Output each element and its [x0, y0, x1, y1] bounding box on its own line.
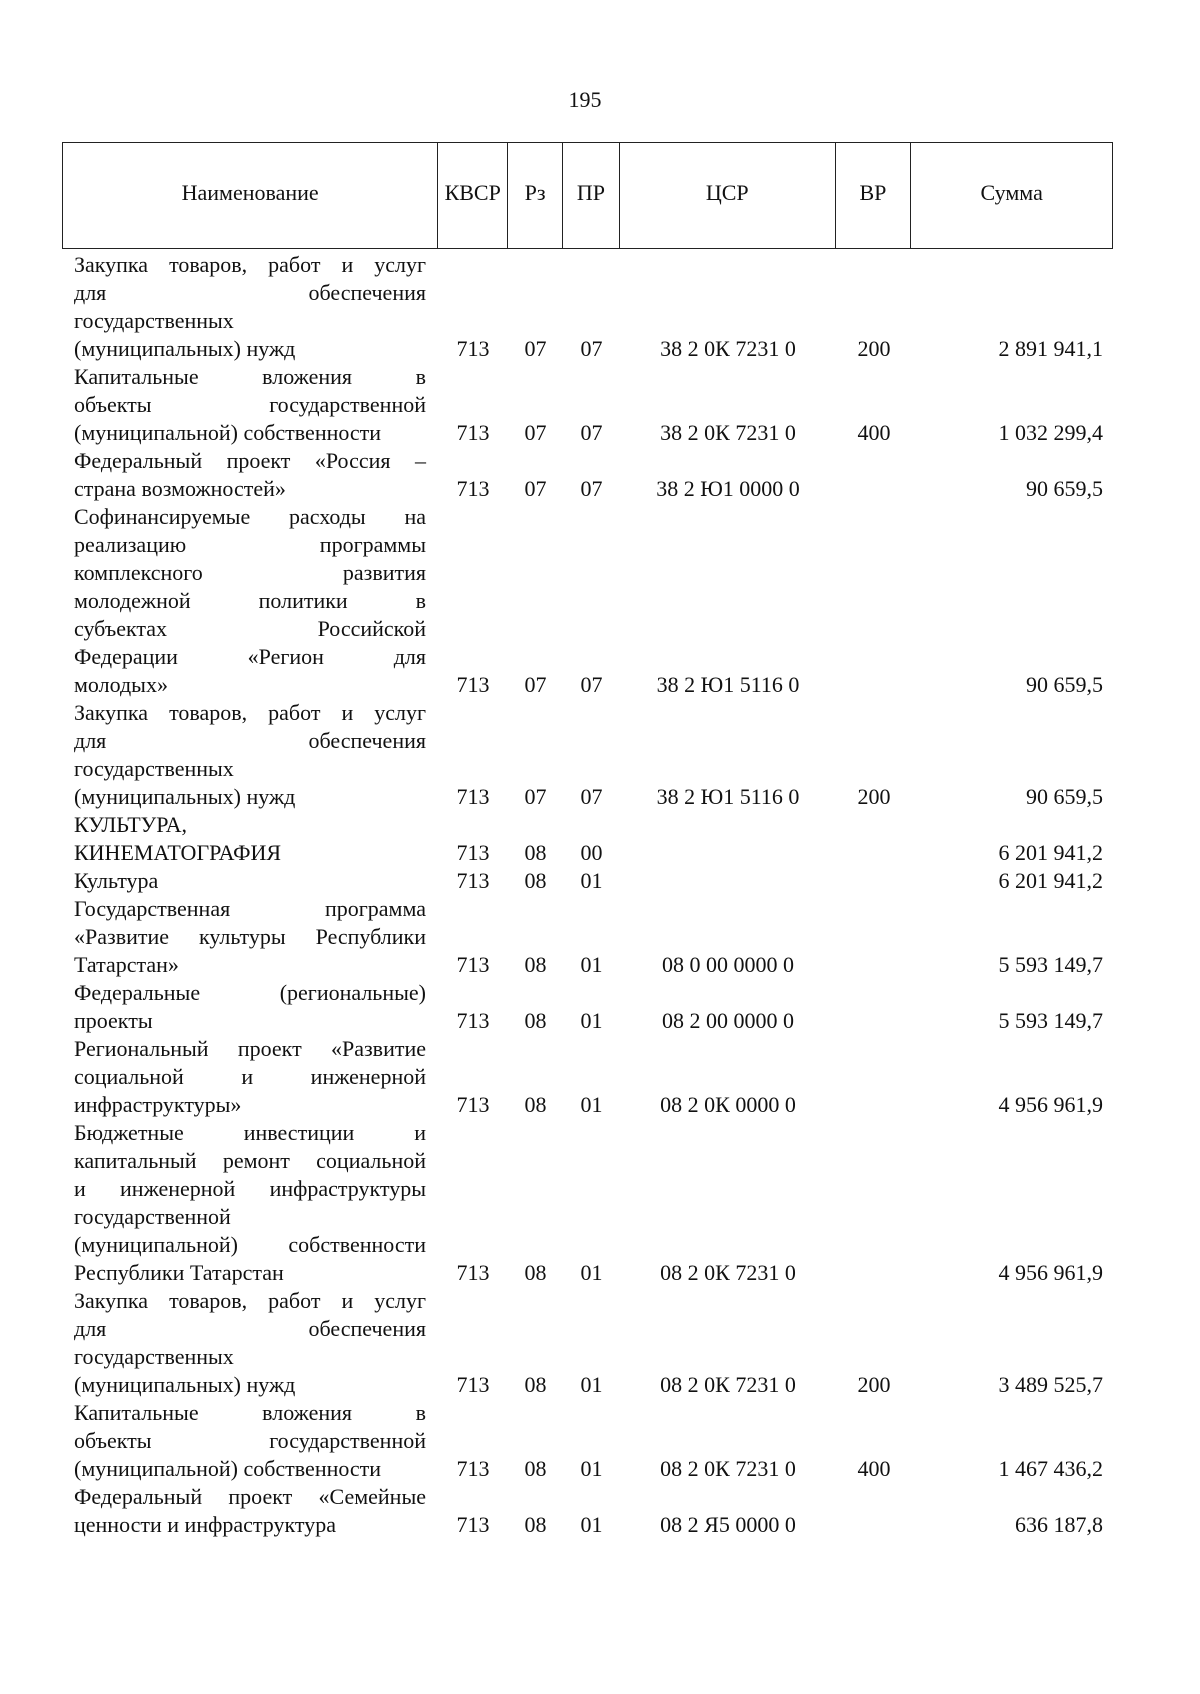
cell-rz: 08: [524, 952, 547, 977]
cell-name-line: социальной и инженерной: [74, 1064, 426, 1089]
cell-name-line: (муниципальной) собственности: [74, 1232, 426, 1257]
cell-csr: 38 2 Ю1 5116 0: [656, 784, 800, 809]
cell-name: [62, 1287, 438, 1399]
cell-name-line: инфраструктуры»: [74, 1092, 242, 1117]
cell-name-line: молодежной политики в: [74, 588, 426, 613]
cell-kvsr: 713: [456, 1512, 490, 1537]
cell-name-line: и инженерной инфраструктуры: [74, 1176, 426, 1201]
cell-pr: 01: [580, 952, 603, 977]
cell-pr: 07: [580, 672, 603, 697]
cell-sum: 4 956 961,9: [998, 1092, 1103, 1117]
cell-csr: 38 2 Ю1 0000 0: [656, 476, 800, 501]
cell-sum: 4 956 961,9: [998, 1260, 1103, 1285]
cell-name-line: Софинансируемые расходы на: [74, 504, 426, 529]
cell-rz: 07: [524, 784, 547, 809]
cell-name-line: Капитальные вложения в: [74, 1400, 426, 1425]
cell-csr: 08 2 0К 0000 0: [660, 1092, 796, 1117]
cell-name-line: Федерации «Регион для: [74, 644, 426, 669]
table-header: [62, 142, 1113, 249]
cell-name-line: КУЛЬТУРА,: [74, 812, 188, 837]
cell-name-line: «Развитие культуры Республики: [74, 924, 426, 949]
cell-name-line: Федеральные (региональные): [74, 980, 426, 1005]
cell-name-line: государственной: [74, 1204, 231, 1229]
cell-vr: 200: [857, 784, 891, 809]
cell-name-line: государственных: [74, 1344, 234, 1369]
cell-pr: 07: [580, 336, 603, 361]
table-row: [62, 895, 1113, 979]
cell-rz: 07: [524, 476, 547, 501]
cell-name-line: КИНЕМАТОГРАФИЯ: [74, 840, 282, 865]
cell-csr: 08 0 00 0000 0: [662, 952, 794, 977]
cell-name: [62, 1035, 438, 1119]
cell-name: [62, 251, 438, 363]
cell-sum: 2 891 941,1: [998, 336, 1103, 361]
cell-csr: 38 2 Ю1 5116 0: [656, 672, 800, 697]
cell-name-line: комплексного развития: [74, 560, 426, 585]
cell-sum: 1 032 299,4: [998, 420, 1103, 445]
cell-name-line: объекты государственной: [74, 1428, 426, 1453]
cell-kvsr: 713: [456, 1456, 490, 1481]
cell-kvsr: 713: [456, 420, 490, 445]
cell-rz: 08: [524, 868, 547, 893]
cell-name-line: Закупка товаров, работ и услуг: [74, 1288, 426, 1313]
cell-vr: 400: [857, 1456, 891, 1481]
cell-rz: 08: [524, 1008, 547, 1033]
cell-name-line: для обеспечения: [74, 1316, 426, 1341]
header-vr: ВР: [836, 143, 912, 248]
cell-name-line: государственных: [74, 756, 234, 781]
cell-pr: 07: [580, 476, 603, 501]
cell-name: [62, 699, 438, 811]
cell-kvsr: 713: [456, 672, 490, 697]
cell-kvsr: 713: [456, 476, 490, 501]
cell-kvsr: 713: [456, 1260, 490, 1285]
table-row: [62, 1119, 1113, 1287]
table-row: [62, 503, 1113, 699]
cell-sum: 3 489 525,7: [998, 1372, 1103, 1397]
header-csr: ЦСР: [620, 143, 836, 248]
cell-pr: 01: [580, 1092, 603, 1117]
cell-csr: 38 2 0К 7231 0: [660, 336, 796, 361]
cell-name: [62, 811, 438, 867]
table-row: [62, 1483, 1113, 1539]
cell-sum: 90 659,5: [1026, 784, 1103, 809]
header-pr: ПР: [563, 143, 620, 248]
page-number: 195: [568, 87, 602, 112]
cell-name-line: Федеральный проект «Семейные: [74, 1484, 426, 1509]
cell-kvsr: 713: [456, 784, 490, 809]
cell-sum: 5 593 149,7: [998, 1008, 1103, 1033]
cell-name-line: Государственная программа: [74, 896, 426, 921]
cell-pr: 07: [580, 420, 603, 445]
cell-sum: 5 593 149,7: [998, 952, 1103, 977]
cell-vr: 200: [857, 336, 891, 361]
cell-sum: 1 467 436,2: [998, 1456, 1103, 1481]
cell-vr: 200: [857, 1372, 891, 1397]
table-row: [62, 447, 1113, 503]
cell-kvsr: 713: [456, 840, 490, 865]
cell-name-line: Федеральный проект «Россия –: [74, 448, 426, 473]
cell-name-line: (муниципальной) собственности: [74, 1456, 382, 1481]
cell-name: [62, 895, 438, 979]
cell-rz: 08: [524, 1456, 547, 1481]
cell-name-line: Региональный проект «Развитие: [74, 1036, 426, 1061]
cell-csr: 08 2 0К 7231 0: [660, 1372, 796, 1397]
cell-rz: 07: [524, 672, 547, 697]
cell-sum: 6 201 941,2: [998, 868, 1103, 893]
cell-name-line: Культура: [74, 868, 159, 893]
cell-name-line: проекты: [74, 1008, 153, 1033]
header-sum: Сумма: [980, 179, 1043, 205]
header-kvsr: КВСР: [438, 143, 508, 248]
cell-vr: 400: [857, 420, 891, 445]
cell-kvsr: 713: [456, 952, 490, 977]
cell-name-line: (муниципальной) собственности: [74, 420, 382, 445]
table-body: [62, 251, 1113, 1539]
table-row: [62, 363, 1113, 447]
table-row: [62, 1399, 1113, 1483]
cell-name: [62, 503, 438, 699]
table-row: [62, 699, 1113, 811]
cell-rz: 07: [524, 420, 547, 445]
table-row: [62, 979, 1113, 1035]
cell-name: [62, 867, 438, 895]
cell-pr: 01: [580, 1260, 603, 1285]
cell-rz: 08: [524, 1092, 547, 1117]
cell-sum: 6 201 941,2: [998, 840, 1103, 865]
cell-sum: 90 659,5: [1026, 476, 1103, 501]
cell-name-line: (муниципальных) нужд: [74, 336, 296, 361]
cell-name-line: Закупка товаров, работ и услуг: [74, 700, 426, 725]
cell-pr: 00: [580, 840, 603, 865]
cell-rz: 07: [524, 336, 547, 361]
cell-name: [62, 447, 438, 503]
cell-pr: 01: [580, 1372, 603, 1397]
cell-name-line: Татарстан»: [74, 952, 179, 977]
cell-rz: 08: [524, 1260, 547, 1285]
cell-name-line: Капитальные вложения в: [74, 364, 426, 389]
cell-rz: 08: [524, 840, 547, 865]
cell-kvsr: 713: [456, 1092, 490, 1117]
cell-kvsr: 713: [456, 336, 490, 361]
table-row: [62, 811, 1113, 867]
cell-name: [62, 979, 438, 1035]
table-row: [62, 867, 1113, 895]
cell-csr: 08 2 Я5 0000 0: [660, 1512, 796, 1537]
cell-name: [62, 1119, 438, 1287]
cell-name-line: для обеспечения: [74, 280, 426, 305]
cell-name-line: (муниципальных) нужд: [74, 784, 296, 809]
cell-rz: 08: [524, 1512, 547, 1537]
cell-sum: 90 659,5: [1026, 672, 1103, 697]
header-name: Наименование: [63, 143, 438, 248]
cell-name: [62, 1399, 438, 1483]
cell-name-line: страна возможностей»: [74, 476, 286, 501]
cell-pr: 01: [580, 1512, 603, 1537]
cell-name-line: объекты государственной: [74, 392, 426, 417]
cell-csr: 08 2 00 0000 0: [662, 1008, 794, 1033]
cell-name-line: государственных: [74, 308, 234, 333]
table-row: [62, 1287, 1113, 1399]
cell-csr: 38 2 0К 7231 0: [660, 420, 796, 445]
cell-name-line: субъектах Российской: [74, 616, 426, 641]
cell-pr: 07: [580, 784, 603, 809]
cell-name-line: реализацию программы: [74, 532, 426, 557]
cell-pr: 01: [580, 1456, 603, 1481]
cell-rz: 08: [524, 1372, 547, 1397]
cell-csr: 08 2 0К 7231 0: [660, 1456, 796, 1481]
table-row: [62, 1035, 1113, 1119]
cell-kvsr: 713: [456, 1372, 490, 1397]
cell-name-line: для обеспечения: [74, 728, 426, 753]
cell-name-line: капитальный ремонт социальной: [74, 1148, 426, 1173]
cell-pr: 01: [580, 868, 603, 893]
cell-sum: 636 187,8: [1015, 1512, 1103, 1537]
cell-pr: 01: [580, 1008, 603, 1033]
cell-name: [62, 1483, 438, 1539]
cell-kvsr: 713: [456, 868, 490, 893]
cell-name-line: Бюджетные инвестиции и: [74, 1120, 426, 1145]
cell-name-line: ценности и инфраструктура: [74, 1512, 336, 1537]
cell-name-line: Закупка товаров, работ и услуг: [74, 252, 426, 277]
cell-name: [62, 363, 438, 447]
cell-csr: 08 2 0К 7231 0: [660, 1260, 796, 1285]
table-row: [62, 251, 1113, 363]
header-rz: Рз: [508, 143, 563, 248]
cell-name-line: (муниципальных) нужд: [74, 1372, 296, 1397]
cell-name-line: Республики Татарстан: [74, 1260, 284, 1285]
cell-name-line: молодых»: [74, 672, 168, 697]
cell-kvsr: 713: [456, 1008, 490, 1033]
